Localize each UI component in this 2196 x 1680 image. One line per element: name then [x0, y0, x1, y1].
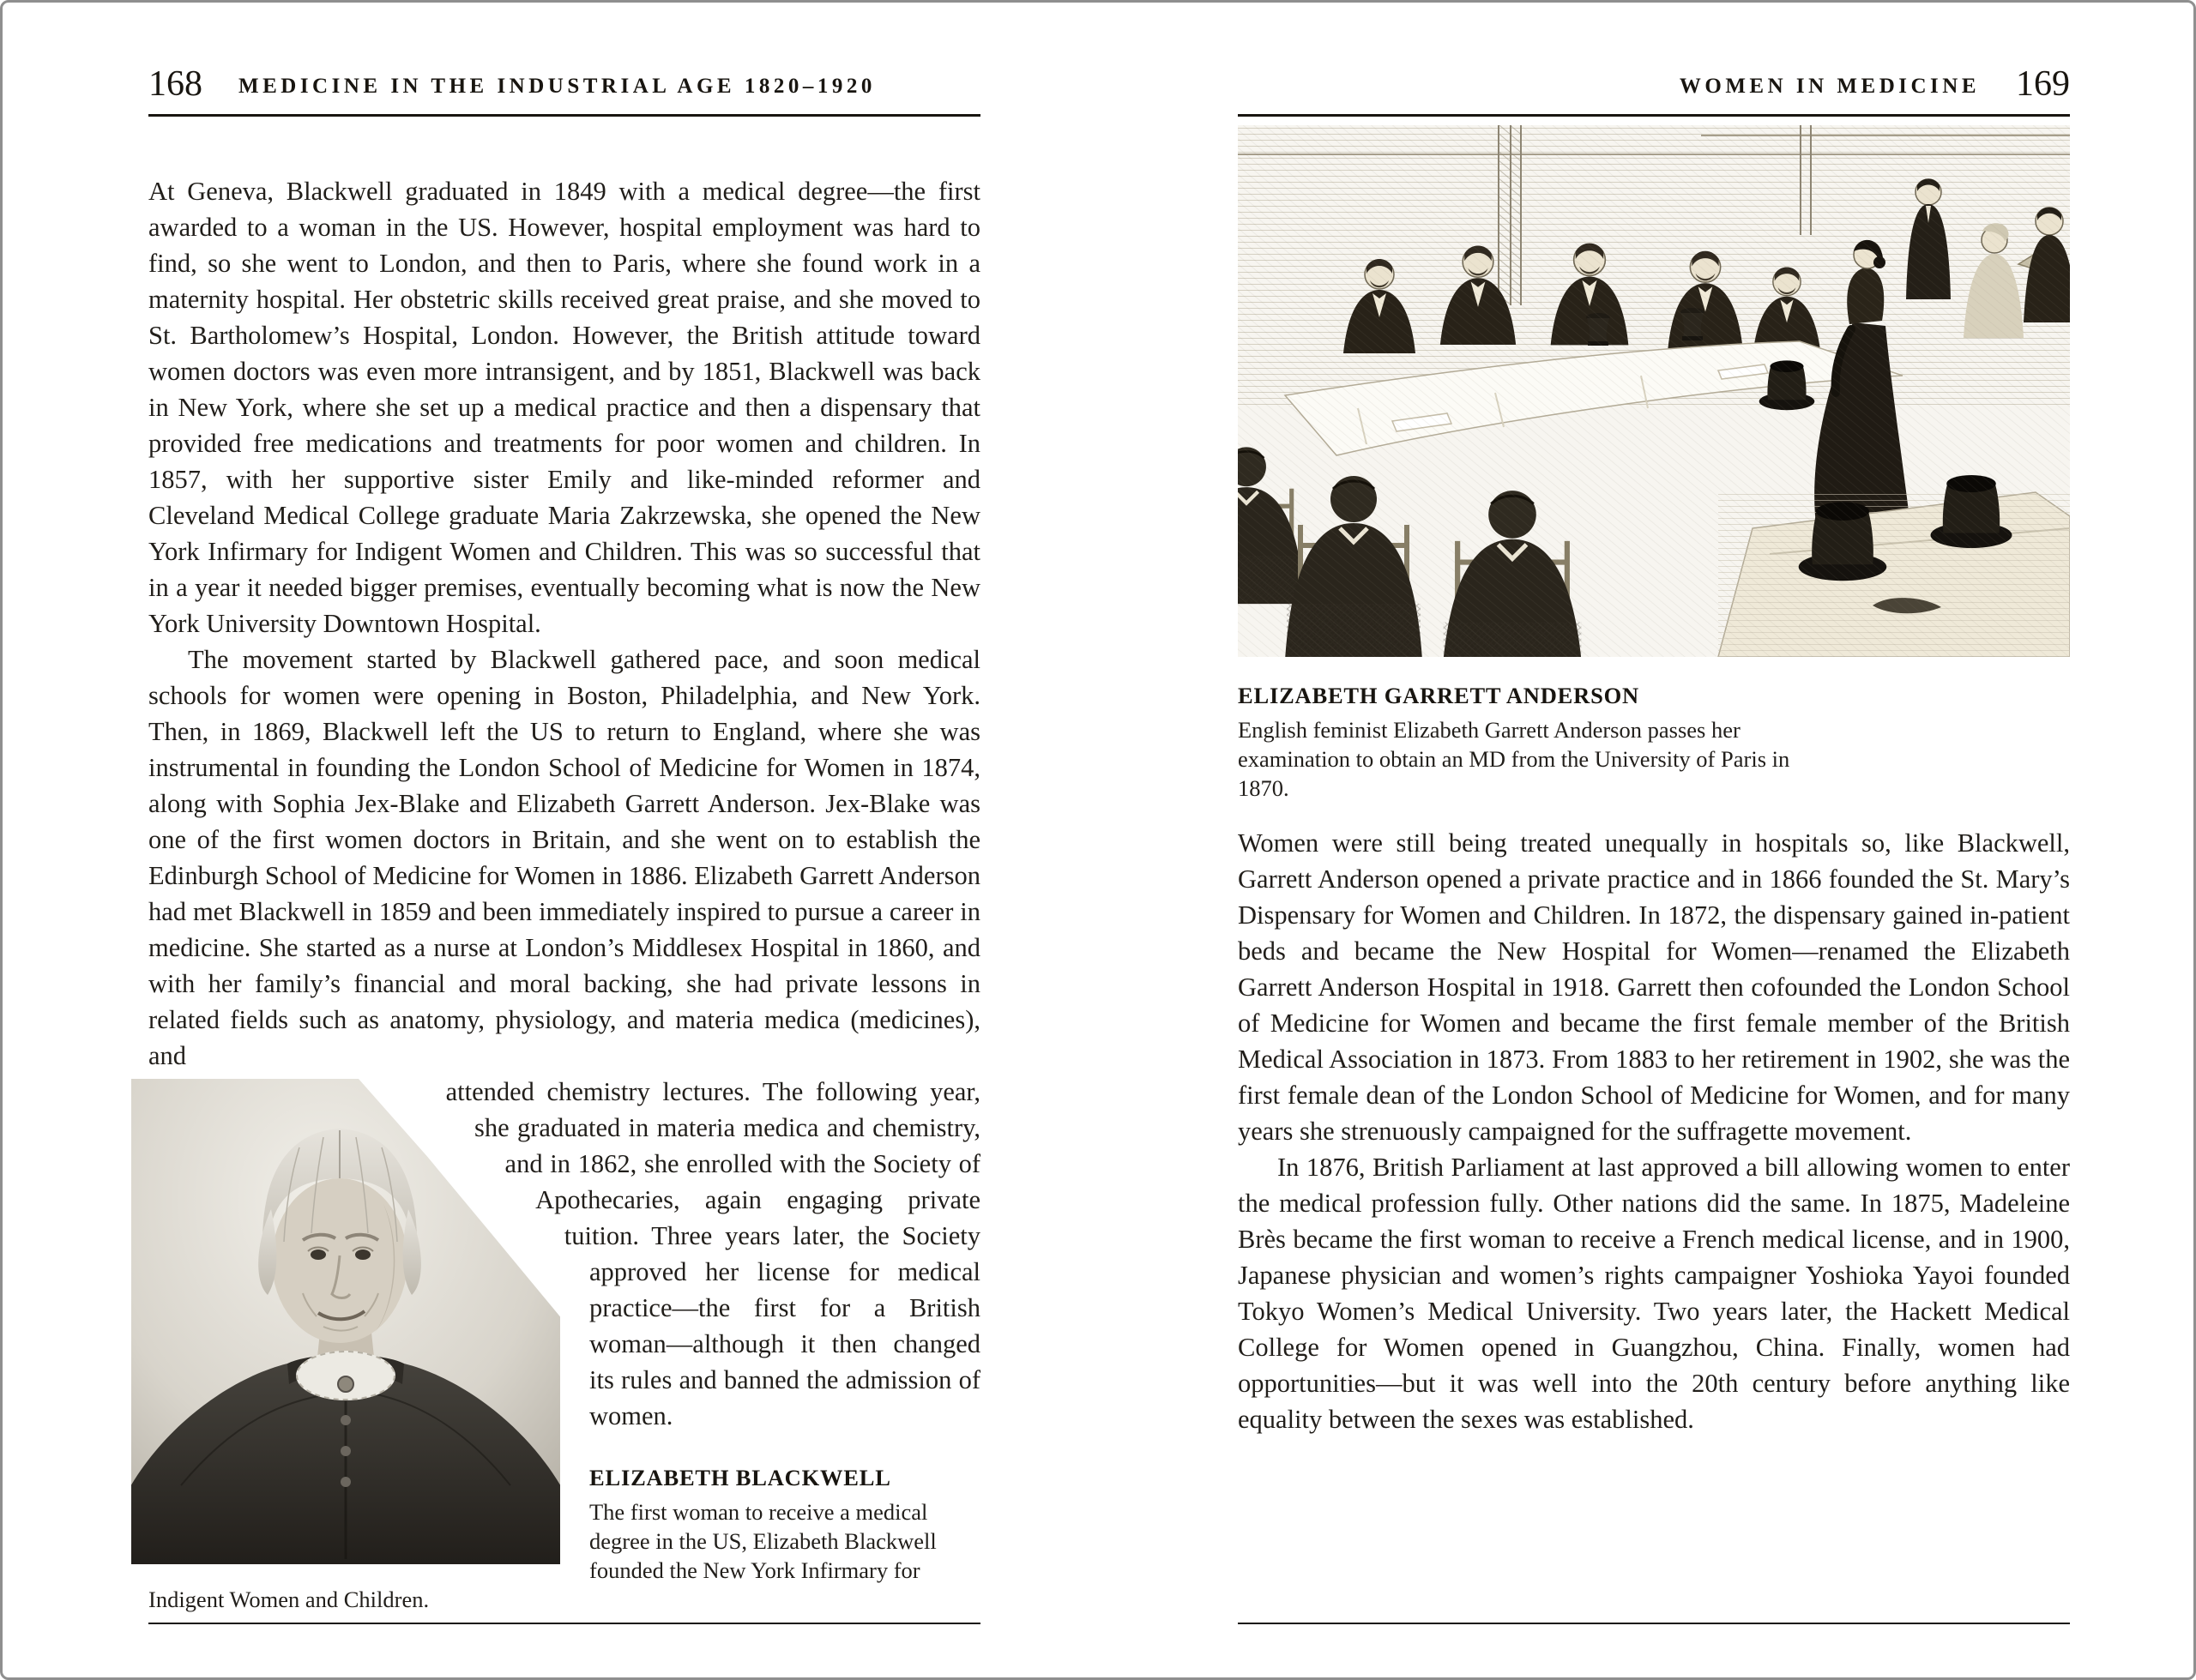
right-body-text	[1238, 825, 2070, 1437]
garrett-anderson-examination-engraving	[1238, 125, 2070, 657]
body-paragraph: At Geneva, Blackwell graduated in 1849 with a medical degree—the first awarded to a woman in the US. However, hospital employment was hard to find, so she went to London, and then to Paris, where she found work in a maternity hospital. Her obstetric skills received great praise, and she moved to St. Bartholomew’s Hospital, London. However, the British attitude toward women doctors was even more intransigent, and by 1851, Blackwell was back in New York, where she set up a medical practice and then a dispensary that provided free medications and treatments for poor women and children. In 1857, with her supportive sister Emily and like-minded reformer and Cleveland Medical College graduate Maria Zakrzewska, she opened the New York Infirmary for Indigent Women and Children. This was so successful that in a year it needed bigger premises, eventually becoming what is now the New York University Downtown Hospital.	[148, 177, 980, 638]
left-running-header	[148, 66, 980, 117]
portrait-caption-title: ELIZABETH BLACKWELL	[589, 1465, 891, 1490]
photo-wrap-zone	[148, 1074, 980, 1614]
left-page-number: 168	[148, 64, 202, 104]
right-running-header	[1238, 66, 2070, 117]
portrait-caption-body: The first woman to receive a medical degree in the US, Elizabeth Blackwell founded the New York Infirmary for Indigent Women and Children.	[148, 1499, 937, 1612]
right-running-title: WOMEN IN MEDICINE	[1679, 75, 1980, 98]
engraving-caption-body: English feminist Elizabeth Garrett Anderson passes her examination to obtain an MD from the University of Paris in 1870.	[1238, 717, 1790, 801]
body-paragraph: The movement started by Blackwell gathered pace, and soon medical schools for women were opening in Boston, Philadelphia, and New York. Then, in 1869, Blackwell left the US to return to England, where she was instrumental in founding the London School of Medicine for Women in 1874, along with Sophia Jex-Blake and Elizabeth Garrett Anderson. Jex-Blake was one of the first women doctors in Britain, and she went on to establish the Edinburgh School of Medicine for Women in 1886. Elizabeth Garrett Anderson had met Blackwell in 1859 and been immediately inspired to pursue a career in medicine. She started as a nurse at London’s Middlesex Hospital in 1860, and with her family’s financial and moral backing, she had private lessons in related fields such as anatomy, physiology, and materia medica (medicines), and	[148, 645, 980, 1070]
engraving-graphic	[1238, 125, 2070, 657]
page-right	[1238, 3, 2070, 1677]
right-page-number: 169	[2016, 64, 2070, 104]
body-paragraph: In 1876, British Parliament at last approved a bill allowing women to enter the medical profession fully. Other nations did the same. In 1875, Madeleine Brès became the first woman to receive a French medical license, and in 1900, Japanese physician and women’s rights campaigner Yoshioka Yayoi founded Tokyo Women’s Medical University. Two years later, the Hackett Medical College for Women opened in Guangzhou, China. Finally, women had opportunities—but it was well into the 20th century before anything like equality between the sexes was established.	[1238, 1153, 2070, 1434]
left-bottom-rule	[148, 1623, 980, 1625]
left-body-text	[148, 173, 980, 1614]
engraving-caption-title: ELIZABETH GARRETT ANDERSON	[1238, 683, 1639, 708]
body-paragraph: attended chemistry lectures. The following year, she graduated in materia medica and chemistry, and in 1862, she enrolled with the Society of Apothecaries, again engaging private tuition. Three years later, the Society approved her license for medical practice—the first for a British woman—although it then changed its rules and banned the admission of women.	[445, 1077, 980, 1430]
right-bottom-rule	[1238, 1623, 2070, 1625]
page-left	[148, 3, 980, 1677]
left-running-title: MEDICINE IN THE INDUSTRIAL AGE 1820–1920	[238, 75, 876, 98]
engraving-caption	[1238, 683, 1821, 803]
body-paragraph: Women were still being treated unequally in hospitals so, like Blackwell, Garrett Anderson opened a private practice and in 1866 founded the St. Mary’s Dispensary for Women and Children. In 1872, the dispensary gained in-patient beds and became the New Hospital for Women—renamed the Elizabeth Garrett Anderson Hospital in 1918. Garrett then cofounded the London School of Medicine for Women and became the first female member of the British Medical Association in 1873. From 1883 to her retirement in 1902, she was the first female dean of the London School of Medicine for Women, and for many years she strenuously campaigned for the suffragette movement.	[1238, 828, 2070, 1146]
